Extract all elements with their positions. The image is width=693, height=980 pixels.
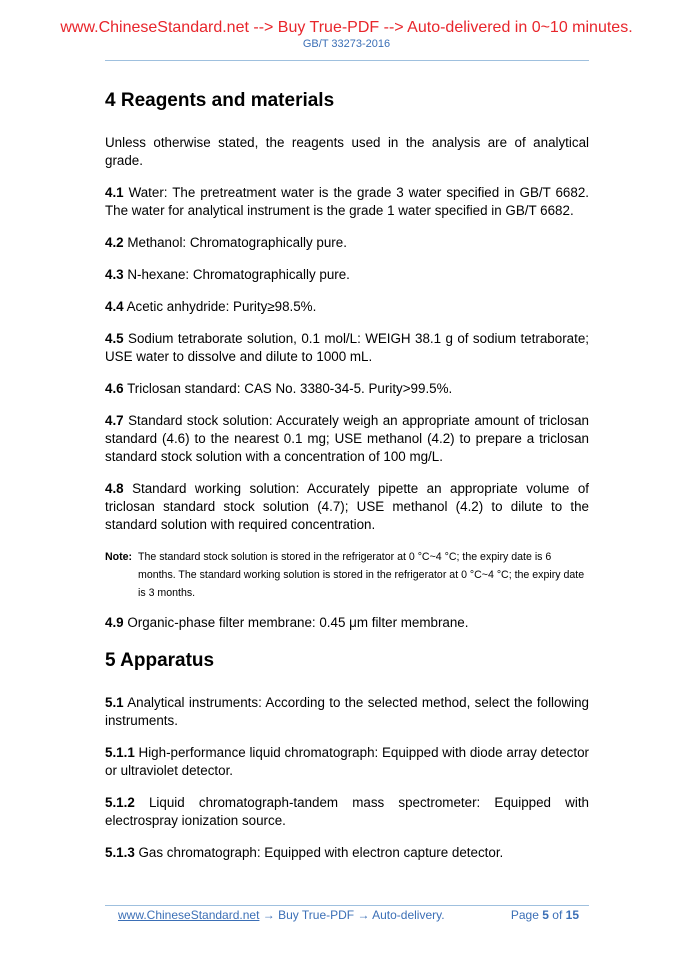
note-label: Note: <box>105 551 133 563</box>
clause-5-1-2 <box>105 794 589 830</box>
footer <box>118 908 589 922</box>
clause-text: Acetic anhydride: Purity≥98.5%. <box>123 299 317 314</box>
clause-number: 5.1.3 <box>105 845 135 860</box>
clause-4-4 <box>105 298 589 316</box>
note <box>105 548 589 602</box>
clause-number: 4.9 <box>105 615 124 630</box>
clause-text: Water: The pretreatment water is the grade 3 water specified in GB/T 6682. The water for analytical instrument is the grade 1 water specified in GB/T 6682. <box>105 185 589 218</box>
clause-text: N-hexane: Chromatographically pure. <box>123 267 350 282</box>
page-total: 15 <box>565 908 579 922</box>
clause-text: Sodium tetraborate solution, 0.1 mol/L: WEIGH 38.1 g of sodium tetraborate; USE water to dissolve and dilute to 1000 mL. <box>105 331 589 364</box>
header-divider <box>105 60 589 61</box>
clause-number: 4.1 <box>105 185 124 200</box>
standard-number: GB/T 33273-2016 <box>302 38 391 50</box>
clause-number: 4.8 <box>105 481 124 496</box>
section-4-heading: 4 Reagents and materials <box>105 90 335 111</box>
clause-number: 5.1 <box>105 695 124 710</box>
clause-5-1 <box>105 694 589 730</box>
clause-number: 5.1.1 <box>105 745 135 760</box>
footer-tagline: → Buy True-PDF → Auto-delivery. <box>259 908 445 922</box>
clause-4-1 <box>105 184 589 220</box>
clause-number: 4.6 <box>105 381 124 396</box>
clause-number: 4.4 <box>105 299 124 314</box>
clause-4-6 <box>105 380 589 398</box>
clause-5-1-3 <box>105 844 589 862</box>
section-4-intro: Unless otherwise stated, the reagents used in the analysis are of analytical grade. <box>105 135 589 168</box>
clause-4-3 <box>105 266 589 284</box>
clause-4-2 <box>105 234 589 252</box>
section-5-heading: 5 Apparatus <box>105 650 215 671</box>
clause-number: 4.3 <box>105 267 124 282</box>
clause-text: Liquid chromatograph-tandem mass spectrometer: Equipped with electrospray ionization source. <box>105 795 589 828</box>
of-word: of <box>552 908 563 922</box>
footer-divider <box>105 905 589 906</box>
clause-number: 4.2 <box>105 235 124 250</box>
clause-text: Analytical instruments: According to the selected method, select the following instruments. <box>105 695 589 728</box>
promo-banner[interactable]: www.ChineseStandard.net --> Buy True-PDF --> Auto-delivered in 0~10 minutes. <box>60 19 633 36</box>
clause-4-5 <box>105 330 589 366</box>
clause-text: Organic-phase filter membrane: 0.45 μm filter membrane. <box>123 615 469 630</box>
clause-4-8 <box>105 480 589 534</box>
clause-4-9 <box>105 614 589 632</box>
clause-4-7 <box>105 412 589 466</box>
clause-text: Gas chromatograph: Equipped with electron capture detector. <box>134 845 504 860</box>
note-text: The standard stock solution is stored in the refrigerator at 0 °C~4 °C; the expiry date is 6 months. The standard working solution is stored in the refrigerator at 0 °C~4 °C; the expiry date is 3 months. <box>138 551 585 599</box>
clause-number: 4.7 <box>105 413 124 428</box>
site-link[interactable]: www.ChineseStandard.net <box>118 908 260 922</box>
page-word: Page <box>510 908 539 922</box>
clause-number: 5.1.2 <box>105 795 135 810</box>
page-indicator <box>511 908 579 922</box>
clause-number: 4.5 <box>105 331 124 346</box>
clause-text: High-performance liquid chromatograph: Equipped with diode array detector or ultraviolet detector. <box>105 745 589 778</box>
clause-text: Standard working solution: Accurately pipette an appropriate volume of triclosan standard stock solution (4.7); USE methanol (4.2) to dilute to the standard solution with required concentration. <box>105 481 589 532</box>
clause-text: Standard stock solution: Accurately weigh an appropriate amount of triclosan standard (4.6) to the nearest 0.1 mg; USE methanol (4.2) to prepare a triclosan standard stock solution with a concentration of 100 mg/L. <box>105 413 589 464</box>
clause-5-1-1 <box>105 744 589 780</box>
clause-text: Methanol: Chromatographically pure. <box>123 235 347 250</box>
page-content <box>105 88 589 876</box>
page-current: 5 <box>542 908 549 922</box>
clause-text: Triclosan standard: CAS No. 3380-34-5. Purity>99.5%. <box>123 381 453 396</box>
